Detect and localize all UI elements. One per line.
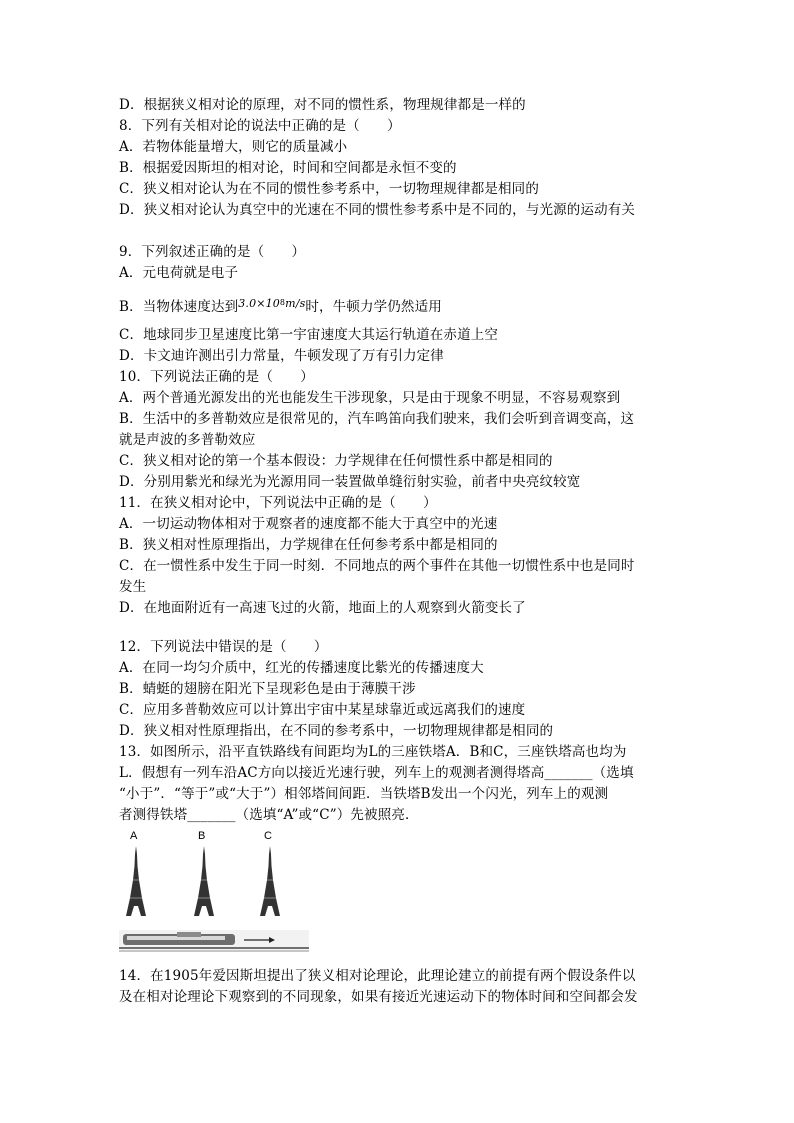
option-a: A．在同一均匀介质中，红光的传播速度比紫光的传播速度大 — [119, 660, 484, 676]
question-8-title: 8．下列有关相对论的说法中正确的是（ ） — [119, 118, 401, 134]
option-b: B．根据爱因斯坦的相对论，时间和空间都是永恒不变的 — [119, 160, 457, 176]
tower-c-label: C — [264, 830, 272, 842]
option-c: C．在一惯性系中发生于同一时刻．不同地点的两个事件在其他一切惯性系中也是同时 — [119, 558, 635, 574]
option-d: D．在地面附近有一高速飞过的火箭，地面上的人观察到火箭变长了 — [119, 600, 526, 616]
option-d: D．卡文迪许测出引力常量，牛顿发现了万有引力定律 — [119, 348, 444, 364]
option-a: A．两个普通光源发出的光也能发生干涉现象，只是由于现象不明显，不容易观察到 — [119, 390, 621, 406]
question-12-title: 12．下列说法中错误的是（ ） — [119, 639, 328, 655]
speed-exponent: 8 — [279, 298, 286, 307]
question-10-title: 10．下列说法正确的是（ ） — [119, 369, 314, 385]
option-c: C．狭义相对论的第一个基本假设：力学规律在任何惯性系中都是相同的 — [119, 453, 553, 469]
tower-train-figure — [119, 830, 309, 960]
tower-b-label: B — [198, 830, 206, 842]
option-d: D．狭义相对论认为真空中的光速在不同的惯性参考系中是不同的，与光源的运动有关 — [119, 202, 636, 218]
question-14-text: 及在相对论理论下观察到的不同现象，如果有接近光速运动下的物体时间和空间都会发 — [119, 989, 638, 1005]
option-b — [119, 294, 442, 316]
question-9-title: 9．下列叙述正确的是（ ） — [119, 244, 306, 260]
option-b-suffix: 时，牛顿力学仍然适用 — [305, 299, 442, 315]
question-13-text: L．假想有一列车沿AC方向以接近光速行驶，列车上的观测者测得塔高_______（选填 — [119, 765, 634, 781]
train-on-track-icon — [119, 930, 309, 952]
tower-b-icon — [192, 846, 216, 918]
option-b: B．狭义相对性原理指出，力学规律在任何参考系中都是相同的 — [119, 537, 498, 553]
tower-a-icon — [124, 846, 148, 918]
option-c: C．地球同步卫星速度比第一宇宙速度大其运行轨道在赤道上空 — [119, 327, 499, 343]
question-13-text: “小于”．“等于”或“大于”）相邻塔间间距．当铁塔B发出一个闪光，列车上的观测 — [119, 786, 609, 802]
option-a: A．一切运动物体相对于观察者的速度都不能大于真空中的光速 — [119, 516, 498, 532]
tower-a-label: A — [130, 830, 138, 842]
speed-coefficient: 3.0×10 — [238, 297, 280, 310]
option-d: D．狭义相对性原理指出，在不同的参考系中，一切物理规律都是相同的 — [119, 723, 554, 739]
option-b: B．蜻蜓的翅膀在阳光下呈现彩色是由于薄膜干涉 — [119, 681, 416, 697]
text-line: D．根据狭义相对论的原理，对不同的惯性系，物理规律都是一样的 — [119, 97, 526, 113]
question-14-text: 14．在1905年爱因斯坦提出了狭义相对论理论，此理论建立的前提有两个假设条件以 — [119, 968, 636, 984]
option-c: C．狭义相对论认为在不同的惯性参考系中，一切物理规律都是相同的 — [119, 181, 539, 197]
tower-c-icon — [258, 846, 282, 918]
option-b-continued: 就是声波的多普勒效应 — [119, 432, 256, 448]
option-c: C．应用多普勒效应可以计算出宇宙中某星球靠近或远离我们的速度 — [119, 702, 526, 718]
question-11-title: 11．在狭义相对论中，下列说法中正确的是（ ） — [119, 495, 437, 511]
option-d: D．分别用紫光和绿光为光源用同一装置做单缝衍射实验，前者中央亮纹较宽 — [119, 474, 581, 490]
speed-unit: m/s — [285, 297, 306, 310]
option-a: A．若物体能量增大，则它的质量减小 — [119, 139, 348, 155]
option-c-continued: 发生 — [119, 579, 147, 595]
option-a: A．元电荷就是电子 — [119, 265, 239, 281]
option-b-prefix: B．当物体速度达到 — [119, 299, 239, 315]
option-b: B．生活中的多普勒效应是很常见的，汽车鸣笛向我们驶来，我们会听到音调变高，这 — [119, 411, 635, 427]
question-13-text: 者测得铁塔_______（选填“A”或“C”）先被照亮． — [119, 807, 419, 823]
question-13-text: 13．如图所示，沿平直铁路线有间距均为L的三座铁塔A．B和C，三座铁塔高也均为 — [119, 744, 627, 760]
